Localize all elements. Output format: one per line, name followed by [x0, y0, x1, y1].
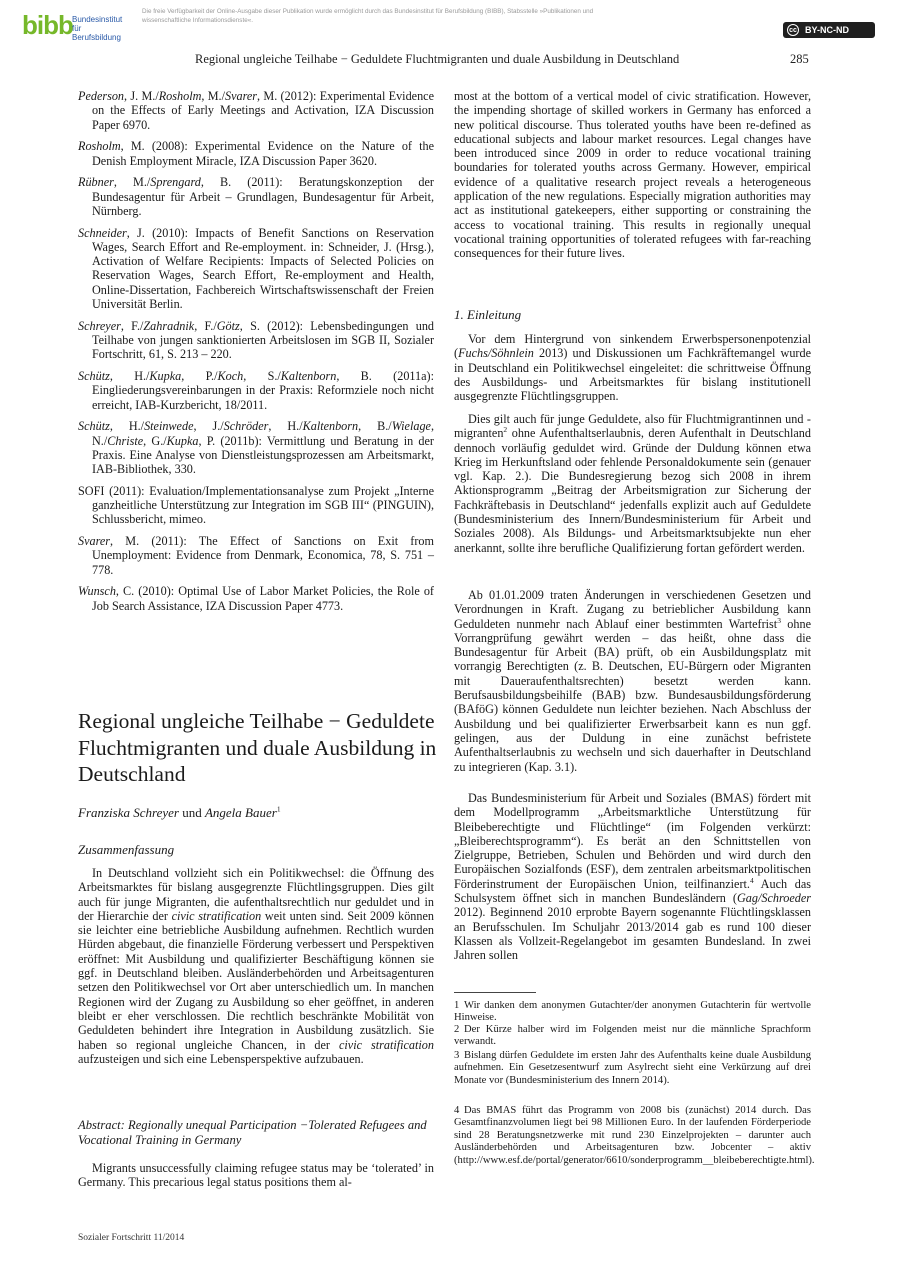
bibb-logo [22, 10, 132, 42]
footnote-ref[interactable]: 2 [503, 425, 508, 435]
bibb-logo-text: Bundesinstitut für Berufsbildung [72, 15, 123, 42]
reference-item: Pederson, J. M./Rosholm, M./Svarer, M. (2012): Experimental Evidence on the Effects of Early Meetings and Activation, IZA Discussion Paper 6970. [78, 89, 434, 132]
reference-item: Wunsch, C. (2010): Optimal Use of Labor Market Policies, the Role of Job Search Assistance, IZA Discussion Paper 4773. [78, 584, 434, 613]
body-paragraph-3: Ab 01.01.2009 traten Änderungen in verschiedenen Gesetzen und Verordnungen in Kraft. Zugang zu betrieblicher Ausbildung kann Geduldeten nunmehr nach Ablauf einer bestimmten Wartefrist$^3$ ohne Vorrangprüfung gewährt werden – das heißt, ohne dass die Bundesagentur für Arbeit (BA) prüft, ob ein Ausbildungsplatz mit vorrangig Berechtigten (z. B. Deutschen, EU-Bürgern oder Migranten mit Daueraufenthaltsrechten) besetzt werden kann. Berufsausbildungsbeihilfe (BAB) bzw. Bundesausbildungsförderung (BAföG) können Geduldete nun leichter beziehen. Nach Abschluss der Ausbildung und bei qualifizierter Erwerbsarbeit kann es nun ggf. gelingen, aus der Duldung in eine zunächst befristete Aufenthaltserlaubnis zu wechseln und sich dauerhafter in Deutschland zu integrieren (Kap. 3.1). [454, 588, 811, 774]
running-head: Regional ungleiche Teilhabe − Geduldete Fluchtmigranten und duale Ausbildung in Deutschland [195, 52, 680, 66]
footnote-ref[interactable]: 1 [276, 804, 281, 814]
footnote-divider [454, 992, 536, 993]
summary-paragraph: In Deutschland vollzieht sich ein Politikwechsel: die Öffnung des Arbeitsmarktes für bislang ausgegrenzte Flüchtlingsgruppen. Dies gilt auch für junge Migranten, die aufenthaltsrechtlich nur geduldet und in der Hierarchie der civic stratification weit unten sind. Seit 2009 können sie leichter eine betriebliche Ausbildung aufnehmen. Rechtlich wurden Hürden abgebaut, die finanzielle Förderung verbessert und Perspektiven eröffnet: Mit Ausbildung und qualifizierter Beschäftigung können sie ggf. in Deutschland bleiben. Ausländerbehörden und Arbeitsagenturen setzen den Politikwechsel vor Ort aber unterschiedlich um. In manchen Regionen wird der Zugang zu Ausbildung so eher geöffnet, in anderen bleibt er eher verschlossen. Die rechtlich beschränkte Mobilität von Geduldeten behindert ihre Integration in Ausbildung zusätzlich. Sie haben so regional ungleiche Chancen, in der civic stratification aufzusteigen und sich eine Lebensperspektive aufzubauen. [78, 866, 434, 1066]
reference-item: Svarer, M. (2011): The Effect of Sanctions on Exit from Unemployment: Evidence from Denmark, Economica, 78, S. 751 – 778. [78, 534, 434, 577]
abstract-heading: Abstract: Regionally unequal Participation −Tolerated Refugees and Vocational Training in Germany [78, 1118, 427, 1147]
footnote-3: 3 Bislang dürfen Geduldete im ersten Jahr des Aufenthalts keine duale Ausbildung aufnehmen. Ein Gesetzesentwurf zum Asylrecht sieht eine Verkürzung auf drei Monate vor (Bundesministerium des Innern 2014). [454, 1050, 811, 1086]
abstract-paragraph-cont: most at the bottom of a vertical model of civic stratification. However, the impending shortage of skilled workers in Germany has enforced a new political discourse. Thus tolerated youths have been re-defined as educational subjects and labour market resources. Legal changes have been introduced since 2009 in order to reduce vocational training boundaries for tolerated youths across Germany. However, empirical evidence of a qualitative research project reveals a heterogeneous application of the new regulations. Especially migration authorities may act as institutional gatekeepers, either supporting or constraining the access to vocational training. This results in regionally unequal vocational training opportunities of tolerated refugees with far-reaching consequences for their future lives. [454, 89, 811, 261]
reference-item: Schreyer, F./Zahradnik, F./Götz, S. (2012): Lebensbedingungen und Teilhabe von jungen sanktionierten Arbeitslosen im SGB II, Sozialer Fortschritt, 61, S. 213 – 220. [78, 318, 435, 362]
author-1: Franziska Schreyer [78, 805, 179, 820]
footnote-2: 2 Der Kürze halber wird im Folgenden meist nur die männliche Sprachform verwandt. [454, 1024, 811, 1048]
cc-license-badge [783, 22, 875, 38]
reference-item: Schütz, H./Kupka, P./Koch, S./Kaltenborn, B. (2011a): Eingliederungsvereinbarungen in der Praxis: Reformziele noch nicht erreicht, IAB-Kurzbericht, 18/2011. [78, 369, 434, 412]
reference-list [78, 89, 434, 620]
page-header [0, 0, 900, 44]
page-number: 285 [790, 52, 809, 66]
body-paragraph-1: Vor dem Hintergrund von sinkendem Erwerbspersonenpotenzial (Fuchs/Söhnlein 2013) und Diskussionen um Fachkräftemangel wurde in Deutschland ein Politikwechsel eingeleitet: die schrittweise Öffnung des Ausbildungs- und Arbeitsmarktes für bislang institutionell ausgegrenzte Flüchtlingsgruppen. [454, 332, 811, 404]
bibb-logo-mark: bibb [22, 10, 73, 40]
body-paragraph-4: Das Bundesministerium für Arbeit und Soziales (BMAS) fördert mit dem Modellprogramm „Arbeitsmarktliche Unterstützung für Bleibeberechtigte und Flüchtlinge“ (im Folgenden verkürzt: „Bleiberechtsprogramm“). Es berät an den Schnittstellen von Zielgruppe, Betrieben, Schulen und Behörden und wird durch den Europäischen Sozialfonds (ESF), dem zentralen arbeitsmarktpolitischen Förderinstrument der Europäischen Union, teilfinanziert.$^4$ Auch das Schulsystem öffnet sich in manchen Bundesländern (Gag/Schroeder 2012). Beginnend 2010 erprobte Bayern sogenannte Flüchtlingsklassen an Berufsschulen. Im Schuljahr 2013/2014 gab es rund 100 dieser Klassen als Vollzeit-Regelangebot im gesamten Bundesland. In zwei Jahren sollen [454, 791, 811, 963]
journal-footer: Sozialer Fortschritt 11/2014 [78, 1233, 185, 1243]
license-label: BY-NC-ND [805, 25, 849, 35]
cc-icon: cc [787, 24, 799, 36]
summary-heading: Zusammenfassung [78, 842, 175, 857]
article-authors: Franziska Schreyer und Angela Bauer$^1$ [78, 804, 281, 820]
abstract-paragraph-start: Migrants unsuccessfully claiming refugee status may be ‘tolerated’ in Germany. This precarious legal status positions them al- [78, 1161, 434, 1190]
footnote-4: 4 Das BMAS führt das Programm von 2008 bis (zunächst) 2014 durch. Das Gesamtfinanzvolumen liegt bei 98 Millionen Euro. In der laufenden Förderperiode sind 28 Beratungsnetzwerke mit rund 230 Einzelprojekten – darunter auch Ausländerbehörden und Arbeitsagenturen bzw. Jobcenter – aktiv (http://www.esf.de/portal/generator/6610/sonderprogramm__bleibeberechtigte.html). [454, 1105, 815, 1166]
reference-item: Rübner, M./Sprengard, B. (2011): Beratungskonzeption der Bundesagentur für Arbeit – Grundlagen, Bundesagentur für Arbeit, Nürnberg. [78, 175, 434, 218]
footnote-ref[interactable]: 4 [749, 875, 754, 885]
reference-item: Schneider, J. (2010): Impacts of Benefit Sanctions on Reservation Wages, Search Effort and Re-employment. in: Schneider, J. (Hrsg.), Activation of Welfare Recipients: Impacts of Selected Policies on Reservation Wages, Search Effort, Re-employment and Health, Online-Dissertation, Fachbereich Wirtschaftswissenschaft der Freien Universität Berlin. [78, 225, 434, 312]
reference-item: Schütz, H./Steinwede, J./Schröder, H./Kaltenborn, B./Wielage, N./Christe, G./Kupka, P. (2011b): Vermittlung und Beratung in der Praxis. Eine Analyse von Dienstleistungsprozessen am Arbeitsmarkt, IAB-Bibliothek, 330. [78, 419, 434, 477]
reference-item: SOFI (2011): Evaluation/Implementationsanalyse zum Projekt „Interne ganzheitliche Unterstützung zur Integration im SGB III“ (PINGUIN), Schlussbericht, mimeo. [78, 483, 434, 527]
footnote-1: 1 Wir danken dem anonymen Gutachter/der anonymen Gutachterin für wertvolle Hinweise. [454, 1000, 811, 1024]
footnote-ref[interactable]: 3 [777, 615, 781, 625]
availability-notice: Die freie Verfügbarkeit der Online-Ausgabe dieser Publikation wurde ermöglicht durch das Bundesinstitut für Berufsbildung (BIBB), Stabsstelle »Publikationen und wissenschaftliche Informationsdienste«. [142, 8, 594, 24]
article-title: Regional ungleiche Teilhabe − Geduldete Fluchtmigranten und duale Ausbildung in Deutschland [78, 709, 437, 786]
section-heading-einleitung: 1. Einleitung [454, 307, 522, 322]
reference-item: Rosholm, M. (2008): Experimental Evidence on the Nature of the Denish Employment Miracle, IZA Discussion Paper 3620. [78, 139, 434, 168]
author-2: Angela Bauer [204, 805, 277, 820]
body-paragraph-2: Dies gilt auch für junge Geduldete, also für Fluchtmigrantinnen und -migranten$^2$ ohne Aufenthaltserlaubnis, deren Aufenthalt in Deutschland dennoch vorläufig geduldet wird. Gründe der Duldung können etwa Krieg im Herkunftsland oder fehlende Personaldokumente sein (genauer vgl. Kap. 2.). Die Bundesregierung bezog sich 2008 in ihrem Aktionsprogramm „Beitrag der Arbeitsmigration zur Sicherung der Fachkräftebasis in Deutschland“ jedenfalls explizit auch auf Geduldete (Bundesministerium des Innern/Bundesministerium für Arbeit und Soziales 2008). Als Bildungs- und Arbeitsmarktsubjekte nun eher anerkannt, sollte ihre berufliche Qualifizierung fortan gefördert werden. [454, 412, 811, 555]
